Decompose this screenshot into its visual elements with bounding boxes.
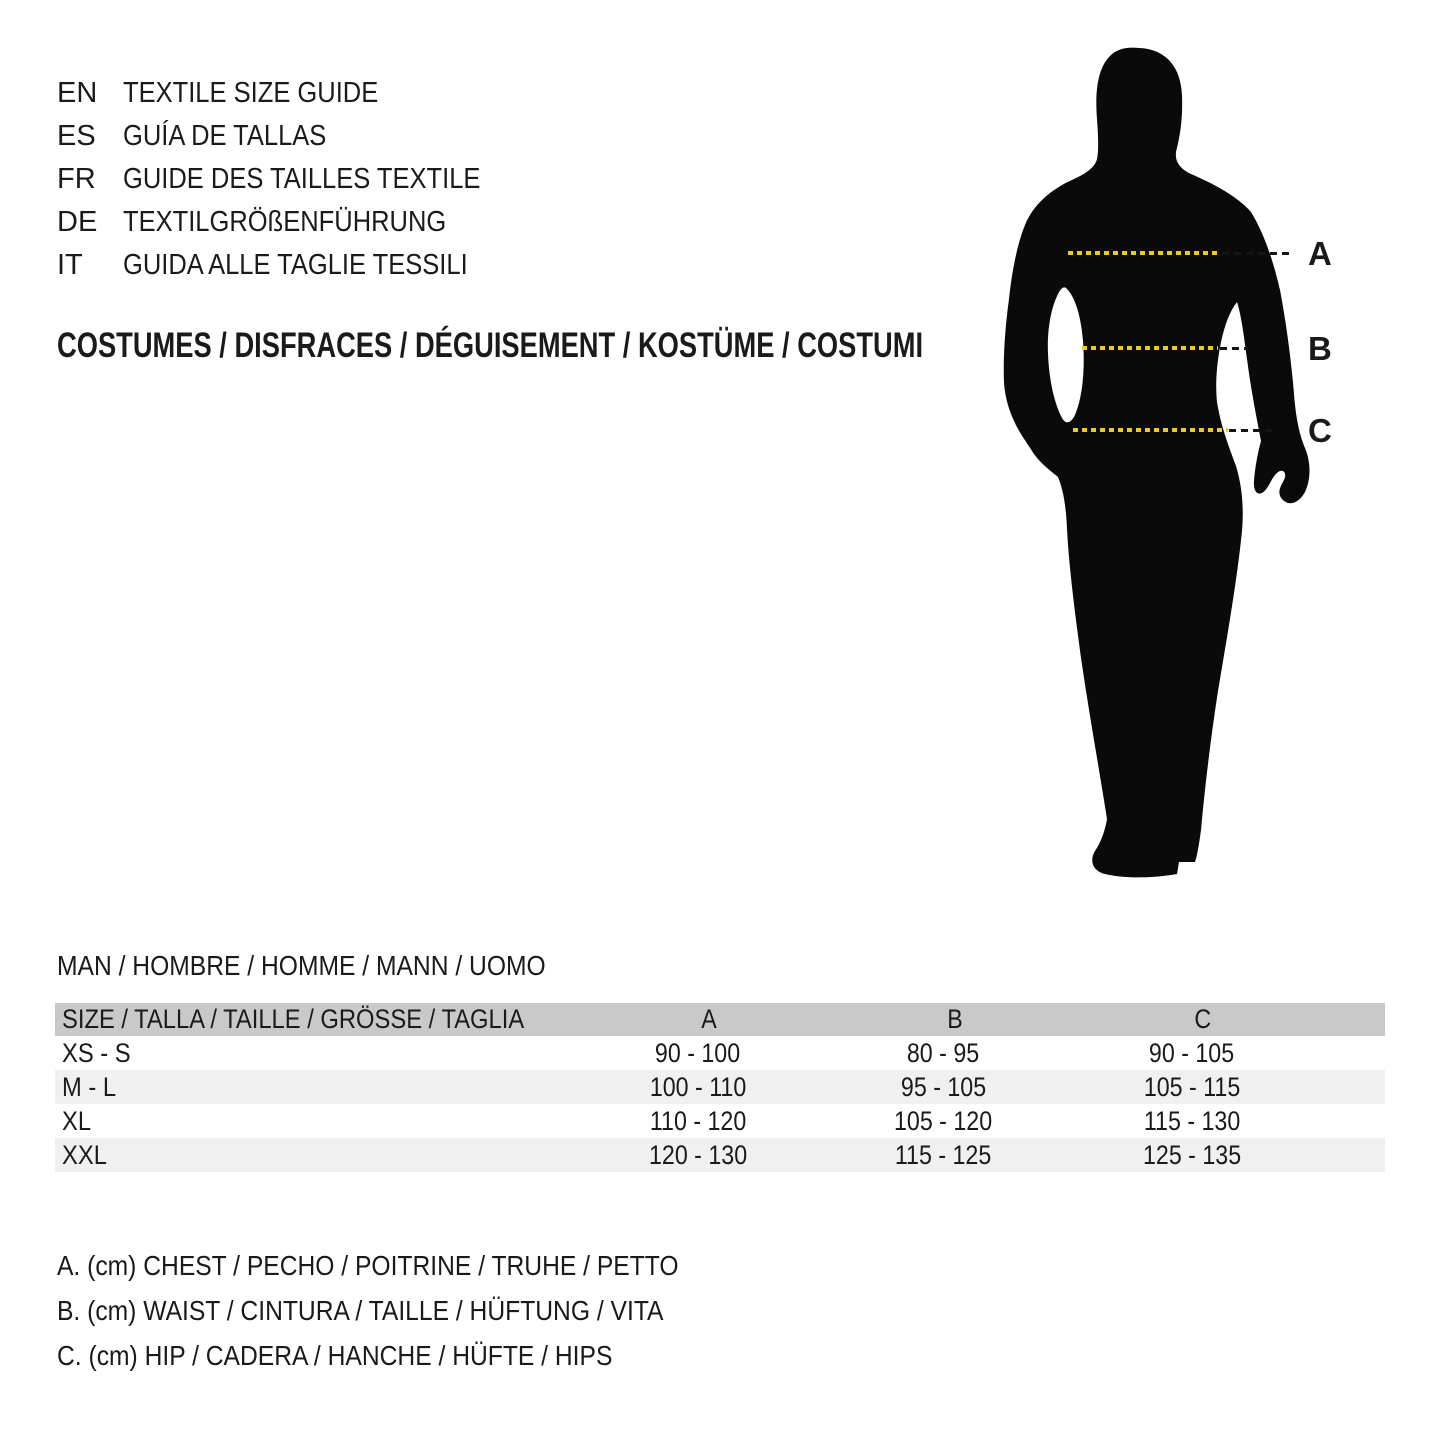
size-cell: XL xyxy=(62,1105,92,1136)
language-title: GUIDE DES TAILLES TEXTILE xyxy=(123,163,481,195)
man-silhouette-path xyxy=(1004,48,1310,878)
category-title: COSTUMES / DISFRACES / DÉGUISEMENT / KOSTÜME / COSTUMI xyxy=(57,326,924,365)
language-title: TEXTILGRÖßENFÜHRUNG xyxy=(123,206,447,238)
value-cell-a: 90 - 100 xyxy=(655,1037,741,1068)
size-table-header-row xyxy=(55,1003,1385,1036)
header-column-c: C xyxy=(1194,1004,1212,1034)
header-size-column: SIZE / TALLA / TAILLE / GRÖSSE / TAGLIA xyxy=(62,1004,525,1034)
header-column-b: B xyxy=(946,1004,963,1034)
table-row-xs-s xyxy=(55,1036,1385,1070)
table-row-xxl xyxy=(55,1138,1385,1172)
value-cell-a: 110 - 120 xyxy=(649,1105,747,1136)
size-cell: XS - S xyxy=(62,1037,131,1068)
value-cell-c: 105 - 115 xyxy=(1143,1071,1241,1102)
measure-line-a-dashes xyxy=(1222,252,1294,255)
measure-line-b-dashes xyxy=(1220,347,1248,350)
language-title: GUIDA ALLE TAGLIE TESSILI xyxy=(123,249,468,281)
value-cell-c: 115 - 130 xyxy=(1143,1105,1241,1136)
value-cell-a: 100 - 110 xyxy=(649,1071,747,1102)
measure-label-b: B xyxy=(1308,330,1332,367)
man-silhouette xyxy=(990,40,1320,890)
table-row-xl xyxy=(55,1104,1385,1138)
measure-line-a-dots xyxy=(1068,251,1218,255)
value-cell-b: 115 - 125 xyxy=(895,1139,992,1170)
language-row-it xyxy=(57,244,529,287)
language-title: GUÍA DE TALLAS xyxy=(123,120,327,152)
value-cell-b: 105 - 120 xyxy=(894,1105,993,1136)
value-cell-b: 80 - 95 xyxy=(907,1037,980,1068)
measurement-legend xyxy=(57,1243,763,1378)
measure-label-c: C xyxy=(1308,412,1332,449)
measure-line-c-dashes xyxy=(1229,429,1277,432)
size-cell: XXL xyxy=(62,1139,107,1170)
value-cell-c: 90 - 105 xyxy=(1149,1037,1235,1068)
legend-chest: A. (cm) CHEST / PECHO / POITRINE / TRUHE / PETTO xyxy=(57,1249,679,1281)
language-code: DE xyxy=(57,206,98,238)
measure-line-c-dots xyxy=(1073,428,1228,432)
language-code: FR xyxy=(57,163,96,195)
gender-label: MAN / HOMBRE / HOMME / MANN / UOMO xyxy=(57,950,546,981)
legend-hip: C. (cm) HIP / CADERA / HANCHE / HÜFTE / HIPS xyxy=(57,1339,613,1371)
language-guide-list xyxy=(57,72,529,287)
language-row-es xyxy=(57,115,529,158)
value-cell-a: 120 - 130 xyxy=(648,1139,748,1170)
language-title: TEXTILE SIZE GUIDE xyxy=(123,77,379,109)
legend-waist: B. (cm) WAIST / CINTURA / TAILLE / HÜFTUNG / VITA xyxy=(57,1294,664,1326)
language-row-en xyxy=(57,72,529,115)
value-cell-b: 95 - 105 xyxy=(900,1071,987,1102)
table-row-m-l xyxy=(55,1070,1385,1104)
measure-line-b-dots xyxy=(1082,346,1218,350)
header-column-a: A xyxy=(701,1004,717,1034)
measure-label-a: A xyxy=(1308,235,1332,272)
language-row-de xyxy=(57,201,529,244)
size-cell: M - L xyxy=(62,1071,117,1102)
size-table xyxy=(55,1003,1385,1172)
language-code: EN xyxy=(57,77,98,109)
language-row-fr xyxy=(57,158,529,201)
language-code: ES xyxy=(57,120,96,152)
value-cell-c: 125 - 135 xyxy=(1142,1139,1242,1170)
language-code: IT xyxy=(57,249,83,281)
